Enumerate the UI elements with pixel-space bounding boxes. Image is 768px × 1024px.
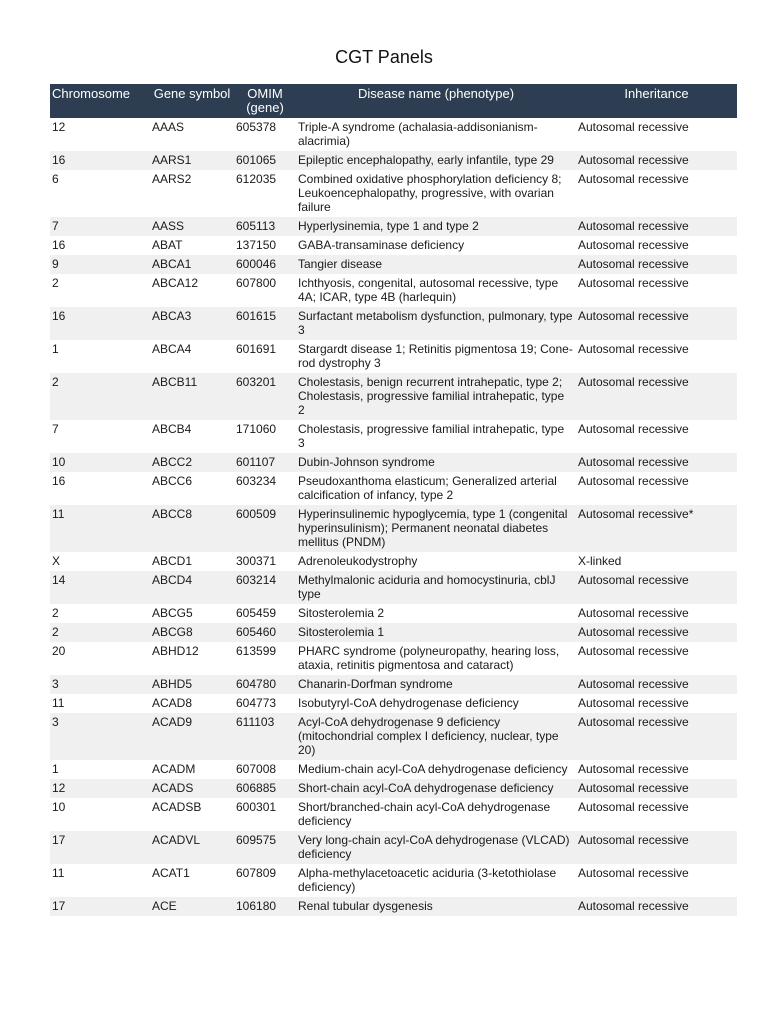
cell-gene-symbol: AARS1	[150, 151, 234, 170]
cell-chromosome: 2	[50, 373, 150, 420]
cell-disease: Alpha-methylacetoacetic aciduria (3-ketothiolase deficiency)	[296, 864, 576, 897]
cell-disease: Triple-A syndrome (achalasia-addisonianism-alacrimia)	[296, 118, 576, 151]
cell-disease: Acyl-CoA dehydrogenase 9 deficiency (mitochondrial complex I deficiency, nuclear, type 20)	[296, 713, 576, 760]
cell-chromosome: 11	[50, 694, 150, 713]
cell-inheritance: Autosomal recessive	[576, 897, 737, 916]
cell-gene-symbol: ACAT1	[150, 864, 234, 897]
table-row	[50, 472, 737, 505]
cell-inheritance: Autosomal recessive	[576, 675, 737, 694]
table-row	[50, 642, 737, 675]
cell-gene-symbol: ABCC2	[150, 453, 234, 472]
cell-gene-symbol: AARS2	[150, 170, 234, 217]
cell-inheritance: Autosomal recessive	[576, 798, 737, 831]
cell-gene-symbol: ABCB11	[150, 373, 234, 420]
cell-chromosome: 12	[50, 118, 150, 151]
cell-disease: GABA-transaminase deficiency	[296, 236, 576, 255]
cell-gene-symbol: ABCC6	[150, 472, 234, 505]
cell-disease: Stargardt disease 1; Retinitis pigmentosa 19; Cone-rod dystrophy 3	[296, 340, 576, 373]
cell-inheritance: Autosomal recessive	[576, 274, 737, 307]
cell-inheritance: Autosomal recessive	[576, 255, 737, 274]
cell-omim: 607809	[234, 864, 296, 897]
cell-chromosome: 2	[50, 604, 150, 623]
header-inheritance: Inheritance	[576, 84, 737, 118]
cell-inheritance: X-linked	[576, 552, 737, 571]
table-row	[50, 340, 737, 373]
cell-disease: Sitosterolemia 2	[296, 604, 576, 623]
cell-inheritance: Autosomal recessive	[576, 623, 737, 642]
cell-omim: 601065	[234, 151, 296, 170]
cell-disease: Combined oxidative phosphorylation deficiency 8; Leukoencephalopathy, progressive, with ovarian failure	[296, 170, 576, 217]
cell-omim: 604780	[234, 675, 296, 694]
page-title: CGT Panels	[335, 47, 433, 67]
table-row	[50, 760, 737, 779]
table-row	[50, 798, 737, 831]
cell-inheritance: Autosomal recessive	[576, 571, 737, 604]
cell-gene-symbol: ABHD5	[150, 675, 234, 694]
cell-chromosome: 10	[50, 453, 150, 472]
cell-chromosome: 16	[50, 472, 150, 505]
table-row	[50, 255, 737, 274]
cell-chromosome: 16	[50, 236, 150, 255]
table-row	[50, 170, 737, 217]
cell-gene-symbol: ABHD12	[150, 642, 234, 675]
cell-chromosome: 3	[50, 675, 150, 694]
table-header	[50, 84, 737, 118]
table-row	[50, 217, 737, 236]
cell-inheritance: Autosomal recessive	[576, 307, 737, 340]
cell-gene-symbol: AASS	[150, 217, 234, 236]
table-row	[50, 453, 737, 472]
table-row	[50, 373, 737, 420]
cell-gene-symbol: ABCG5	[150, 604, 234, 623]
cell-omim: 603214	[234, 571, 296, 604]
cell-omim: 106180	[234, 897, 296, 916]
cell-inheritance: Autosomal recessive	[576, 340, 737, 373]
cell-omim: 606885	[234, 779, 296, 798]
cell-inheritance: Autosomal recessive	[576, 760, 737, 779]
cell-gene-symbol: ACAD8	[150, 694, 234, 713]
cell-disease: Epileptic encephalopathy, early infantile, type 29	[296, 151, 576, 170]
cell-chromosome: 7	[50, 420, 150, 453]
table-row	[50, 420, 737, 453]
cell-omim: 300371	[234, 552, 296, 571]
table-row	[50, 864, 737, 897]
cell-omim: 605113	[234, 217, 296, 236]
cell-chromosome: 16	[50, 307, 150, 340]
header-omim: OMIM (gene)	[234, 84, 296, 118]
cell-disease: Isobutyryl-CoA dehydrogenase deficiency	[296, 694, 576, 713]
cell-gene-symbol: ABCA12	[150, 274, 234, 307]
cell-inheritance: Autosomal recessive	[576, 118, 737, 151]
cell-chromosome: 10	[50, 798, 150, 831]
table-body	[50, 118, 737, 916]
cell-inheritance: Autosomal recessive	[576, 472, 737, 505]
cell-gene-symbol: ABCA3	[150, 307, 234, 340]
cell-chromosome: 16	[50, 151, 150, 170]
cell-omim: 171060	[234, 420, 296, 453]
cell-inheritance: Autosomal recessive*	[576, 505, 737, 552]
cgt-panel-table	[50, 84, 737, 916]
table-row	[50, 274, 737, 307]
cell-gene-symbol: ACADM	[150, 760, 234, 779]
cell-inheritance: Autosomal recessive	[576, 604, 737, 623]
cell-chromosome: 20	[50, 642, 150, 675]
cell-omim: 607800	[234, 274, 296, 307]
cell-disease: Sitosterolemia 1	[296, 623, 576, 642]
cell-inheritance: Autosomal recessive	[576, 779, 737, 798]
cell-chromosome: 3	[50, 713, 150, 760]
cell-gene-symbol: ACADSB	[150, 798, 234, 831]
cell-disease: Hyperinsulinemic hypoglycemia, type 1 (congenital hyperinsulinism); Permanent neonatal diabetes mellitus (PNDM)	[296, 505, 576, 552]
cell-gene-symbol: ABCG8	[150, 623, 234, 642]
cell-omim: 605378	[234, 118, 296, 151]
cell-omim: 609575	[234, 831, 296, 864]
cell-omim: 605460	[234, 623, 296, 642]
cell-gene-symbol: ABAT	[150, 236, 234, 255]
cell-chromosome: 12	[50, 779, 150, 798]
cell-chromosome: 11	[50, 505, 150, 552]
cell-omim: 137150	[234, 236, 296, 255]
table-row	[50, 713, 737, 760]
table-row	[50, 552, 737, 571]
cell-chromosome: 11	[50, 864, 150, 897]
cell-disease: Tangier disease	[296, 255, 576, 274]
cell-inheritance: Autosomal recessive	[576, 642, 737, 675]
cell-gene-symbol: ACADS	[150, 779, 234, 798]
table-row	[50, 897, 737, 916]
cell-gene-symbol: ABCA4	[150, 340, 234, 373]
cell-inheritance: Autosomal recessive	[576, 373, 737, 420]
cell-disease: Renal tubular dysgenesis	[296, 897, 576, 916]
cell-gene-symbol: ABCC8	[150, 505, 234, 552]
table-row	[50, 694, 737, 713]
cell-gene-symbol: ACE	[150, 897, 234, 916]
table-row	[50, 675, 737, 694]
cell-inheritance: Autosomal recessive	[576, 217, 737, 236]
cell-chromosome: 6	[50, 170, 150, 217]
cell-gene-symbol: ABCD4	[150, 571, 234, 604]
cell-omim: 612035	[234, 170, 296, 217]
table-row	[50, 779, 737, 798]
cell-disease: Medium-chain acyl-CoA dehydrogenase deficiency	[296, 760, 576, 779]
cell-omim: 601107	[234, 453, 296, 472]
cell-omim: 613599	[234, 642, 296, 675]
cell-omim: 600046	[234, 255, 296, 274]
cell-omim: 600301	[234, 798, 296, 831]
cell-inheritance: Autosomal recessive	[576, 453, 737, 472]
cell-chromosome: 1	[50, 340, 150, 373]
cell-disease: Short-chain acyl-CoA dehydrogenase deficiency	[296, 779, 576, 798]
cell-omim: 611103	[234, 713, 296, 760]
cell-inheritance: Autosomal recessive	[576, 151, 737, 170]
header-gene-symbol: Gene symbol	[150, 84, 234, 118]
cell-disease: Cholestasis, benign recurrent intrahepatic, type 2; Cholestasis, progressive familial intrahepatic, type 2	[296, 373, 576, 420]
cell-disease: PHARC syndrome (polyneuropathy, hearing loss, ataxia, retinitis pigmentosa and cataract)	[296, 642, 576, 675]
cell-omim: 600509	[234, 505, 296, 552]
cell-gene-symbol: ACADVL	[150, 831, 234, 864]
cell-chromosome: 2	[50, 623, 150, 642]
cell-omim: 605459	[234, 604, 296, 623]
cell-omim: 601691	[234, 340, 296, 373]
cell-disease: Surfactant metabolism dysfunction, pulmonary, type 3	[296, 307, 576, 340]
table-row	[50, 623, 737, 642]
cell-inheritance: Autosomal recessive	[576, 831, 737, 864]
table-row	[50, 505, 737, 552]
table-row	[50, 307, 737, 340]
cell-chromosome: 7	[50, 217, 150, 236]
cell-chromosome: 9	[50, 255, 150, 274]
cell-chromosome: 1	[50, 760, 150, 779]
cell-inheritance: Autosomal recessive	[576, 864, 737, 897]
cell-disease: Dubin-Johnson syndrome	[296, 453, 576, 472]
cell-chromosome: 17	[50, 831, 150, 864]
cell-disease: Very long-chain acyl-CoA dehydrogenase (VLCAD) deficiency	[296, 831, 576, 864]
cell-disease: Short/branched-chain acyl-CoA dehydrogenase deficiency	[296, 798, 576, 831]
cell-inheritance: Autosomal recessive	[576, 694, 737, 713]
cell-omim: 601615	[234, 307, 296, 340]
cell-chromosome: 17	[50, 897, 150, 916]
cell-gene-symbol: ACAD9	[150, 713, 234, 760]
cell-disease: Hyperlysinemia, type 1 and type 2	[296, 217, 576, 236]
cell-omim: 603234	[234, 472, 296, 505]
cell-chromosome: X	[50, 552, 150, 571]
cell-disease: Chanarin-Dorfman syndrome	[296, 675, 576, 694]
cell-disease: Ichthyosis, congenital, autosomal recessive, type 4A; ICAR, type 4B (harlequin)	[296, 274, 576, 307]
cell-omim: 604773	[234, 694, 296, 713]
cell-chromosome: 2	[50, 274, 150, 307]
table-row	[50, 604, 737, 623]
cell-gene-symbol: ABCA1	[150, 255, 234, 274]
cell-inheritance: Autosomal recessive	[576, 713, 737, 760]
header-row	[50, 84, 737, 118]
cell-omim: 603201	[234, 373, 296, 420]
cell-disease: Methylmalonic aciduria and homocystinuria, cblJ type	[296, 571, 576, 604]
cell-disease: Adrenoleukodystrophy	[296, 552, 576, 571]
cell-gene-symbol: ABCB4	[150, 420, 234, 453]
header-chromosome: Chromosome	[50, 84, 150, 118]
table-row	[50, 571, 737, 604]
table-row	[50, 831, 737, 864]
table-row	[50, 236, 737, 255]
cell-inheritance: Autosomal recessive	[576, 420, 737, 453]
cell-gene-symbol: AAAS	[150, 118, 234, 151]
cell-chromosome: 14	[50, 571, 150, 604]
cell-omim: 607008	[234, 760, 296, 779]
cell-gene-symbol: ABCD1	[150, 552, 234, 571]
table-row	[50, 151, 737, 170]
cell-inheritance: Autosomal recessive	[576, 170, 737, 217]
table-row	[50, 118, 737, 151]
cell-disease: Pseudoxanthoma elasticum; Generalized arterial calcification of infancy, type 2	[296, 472, 576, 505]
cell-disease: Cholestasis, progressive familial intrahepatic, type 3	[296, 420, 576, 453]
header-disease: Disease name (phenotype)	[296, 84, 576, 118]
cell-inheritance: Autosomal recessive	[576, 236, 737, 255]
